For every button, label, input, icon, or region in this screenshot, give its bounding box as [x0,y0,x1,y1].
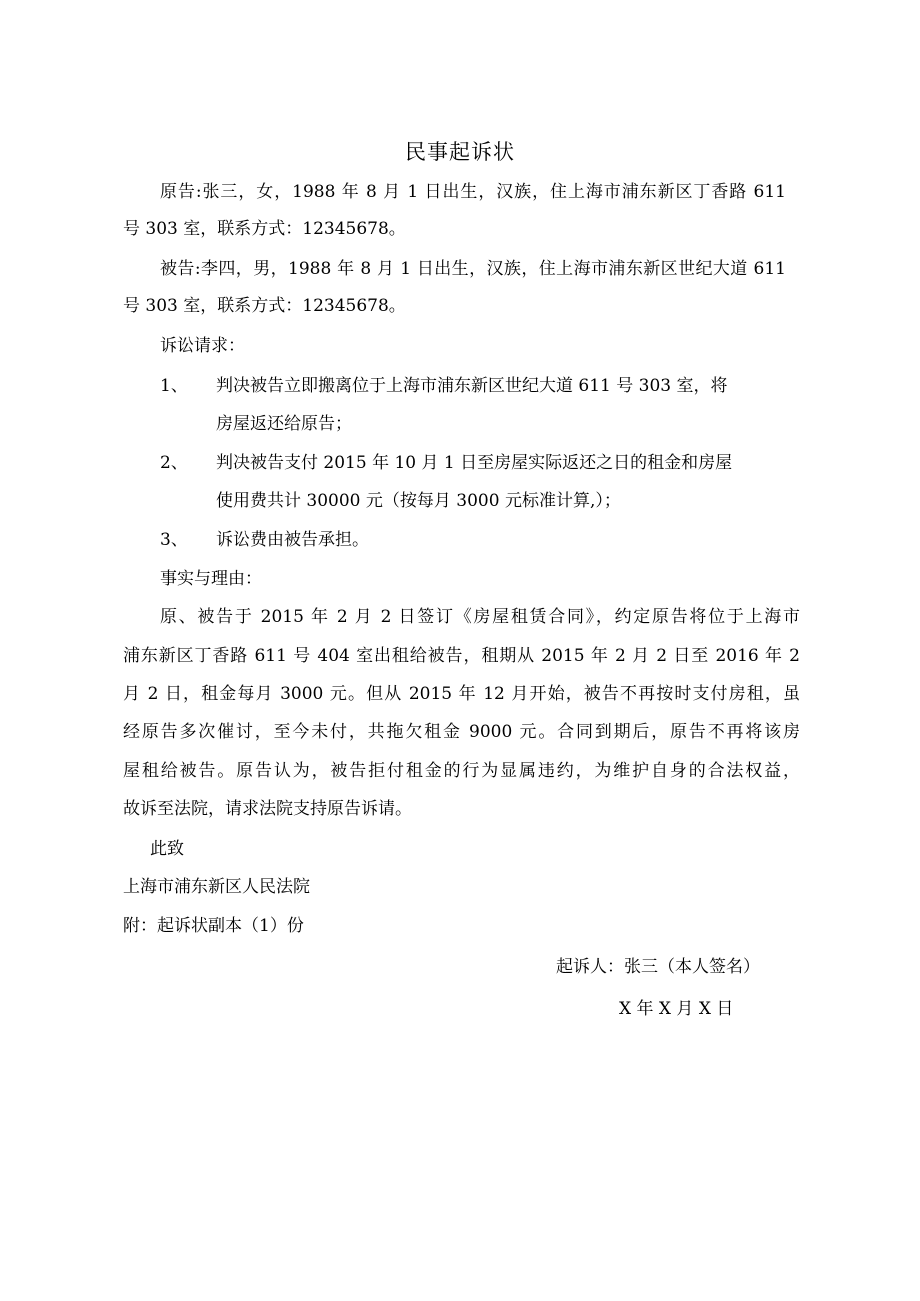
facts-line-4: 经原告多次催讨，至今未付，共拖欠租金 9000 元。合同到期后，原告不再将该房 [123,722,800,742]
attachment-note: 附：起诉状副本（1）份 [123,916,304,936]
claim-3-number: 3、 [160,530,188,550]
defendant-line-2: 号 303 室，联系方式：12345678。 [123,296,406,316]
facts-line-1: 原、被告于 2015 年 2 月 2 日签订《房屋租赁合同》，约定原告将位于上海市 [160,607,800,627]
facts-line-6: 故诉至法院，请求法院支持原告诉请。 [123,799,412,819]
claim-1-line-1: 判决被告立即搬离位于上海市浦东新区世纪大道 611 号 303 室，将 [216,376,728,396]
closing-salutation: 此致 [150,839,184,859]
claim-1-line-2: 房屋返还给原告； [216,414,352,434]
plaintiff-line-1: 原告:张三，女，1988 年 8 月 1 日出生，汉族，住上海市浦东新区丁香路 611 [160,182,786,202]
date-line: X 年 X 月 X 日 [619,999,734,1019]
plaintiff-line-2: 号 303 室，联系方式：12345678。 [123,219,406,239]
defendant-line-1: 被告:李四，男，1988 年 8 月 1 日出生，汉族，住上海市浦东新区世纪大道 611 [160,259,786,279]
signature-line: 起诉人：张三（本人签名） [556,957,760,977]
claim-2-number: 2、 [160,453,188,473]
claims-heading: 诉讼请求： [160,336,245,356]
court-name: 上海市浦东新区人民法院 [123,877,310,897]
facts-heading: 事实与理由： [160,569,262,589]
facts-line-5: 屋租给被告。原告认为，被告拒付租金的行为显属违约，为维护自身的合法权益， [123,761,800,781]
claim-2-line-2: 使用费共计 30000 元（按每月 3000 元标准计算,）； [216,491,621,511]
claim-3-line-1: 诉讼费由被告承担。 [216,530,369,550]
facts-line-3: 月 2 日，租金每月 3000 元。但从 2015 年 12 月开始，被告不再按时支付房租，虽 [123,684,800,704]
claim-1-number: 1、 [160,376,188,396]
document-title: 民事起诉状 [405,140,515,164]
facts-line-2: 浦东新区丁香路 611 号 404 室出租给被告，租期从 2015 年 2 月 2 日至 2016 年 2 [123,646,800,666]
claim-2-line-1: 判决被告支付 2015 年 10 月 1 日至房屋实际返还之日的租金和房屋 [216,453,733,473]
